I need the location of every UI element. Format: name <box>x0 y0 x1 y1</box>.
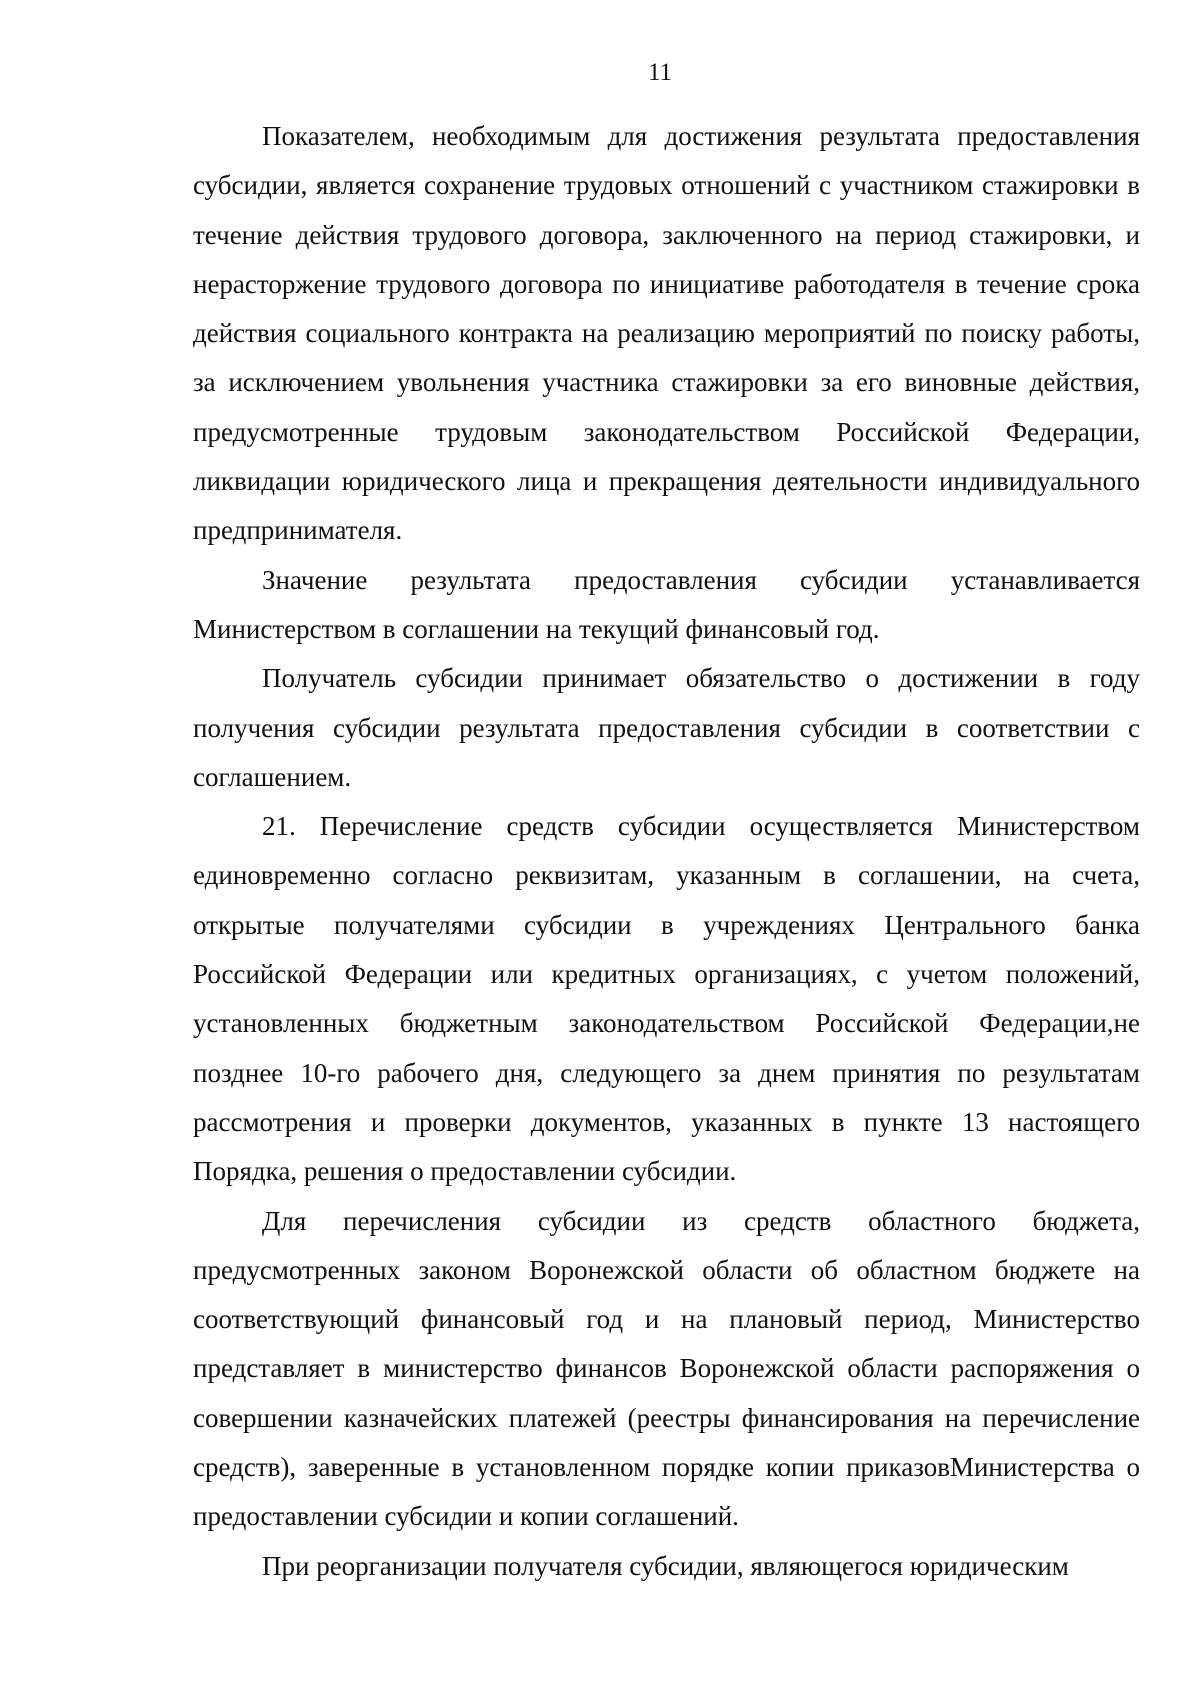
paragraph-result-value: Значение результата предоставления субсидии устанавливается Министерством в соглашении на текущий финансовый год. <box>193 564 1140 644</box>
document-body <box>193 112 1140 1591</box>
paragraph-reorganization: При реорганизации получателя субсидии, являющегося юридическим <box>262 1550 1069 1581</box>
paragraph-21-transfer: 21. Перечисление средств субсидии осуществляется Министерством единовременно согласно реквизитам, указанным в соглашении, на счета, открытые получателями субсидии в учреждениях Центрального банка Российской Федерации или кредитных организациях, с учетом положений, установленных бюджетным законодательством Российской Федерации,не позднее 10-го рабочего дня, следующего за днем принятия по результатам рассмотрения и проверки документов, указанных в пункте 13 настоящего Порядка, решения о предоставлении субсидии. <box>193 811 1140 1187</box>
page-number: 11 <box>647 59 673 86</box>
paragraph-recipient-obligation: Получатель субсидии принимает обязательство о достижении в году получения субсидии результата предоставления субсидии в соответствии с соглашением. <box>193 663 1140 792</box>
paragraph-transfer-procedure: Для перечисления субсидии из средств областного бюджета, предусмотренных законом Воронежской области об областном бюджете на соответствующий финансовый год и на плановый период, Министерство представляет в министерство финансов Воронежской области распоряжения о совершении казначейских платежей (реестры финансирования на перечисление средств), заверенные в установленном порядке копии приказовМинистерства о предоставлении субсидии и копии соглашений. <box>193 1205 1140 1532</box>
paragraph-result-indicator: Показателем, необходимым для достижения результата предоставления субсидии, является сохранение трудовых отношений с участником стажировки в течение действия трудового договора, заключенного на период стажировки, и нерасторжение трудового договора по инициативе работодателя в течение срока действия социального контракта на реализацию мероприятий по поиску работы, за исключением увольнения участника стажировки за его виновные действия, предусмотренные трудовым законодательством Российской Федерации, ликвидации юридического лица и прекращения деятельности индивидуального предпринимателя. <box>193 121 1140 546</box>
